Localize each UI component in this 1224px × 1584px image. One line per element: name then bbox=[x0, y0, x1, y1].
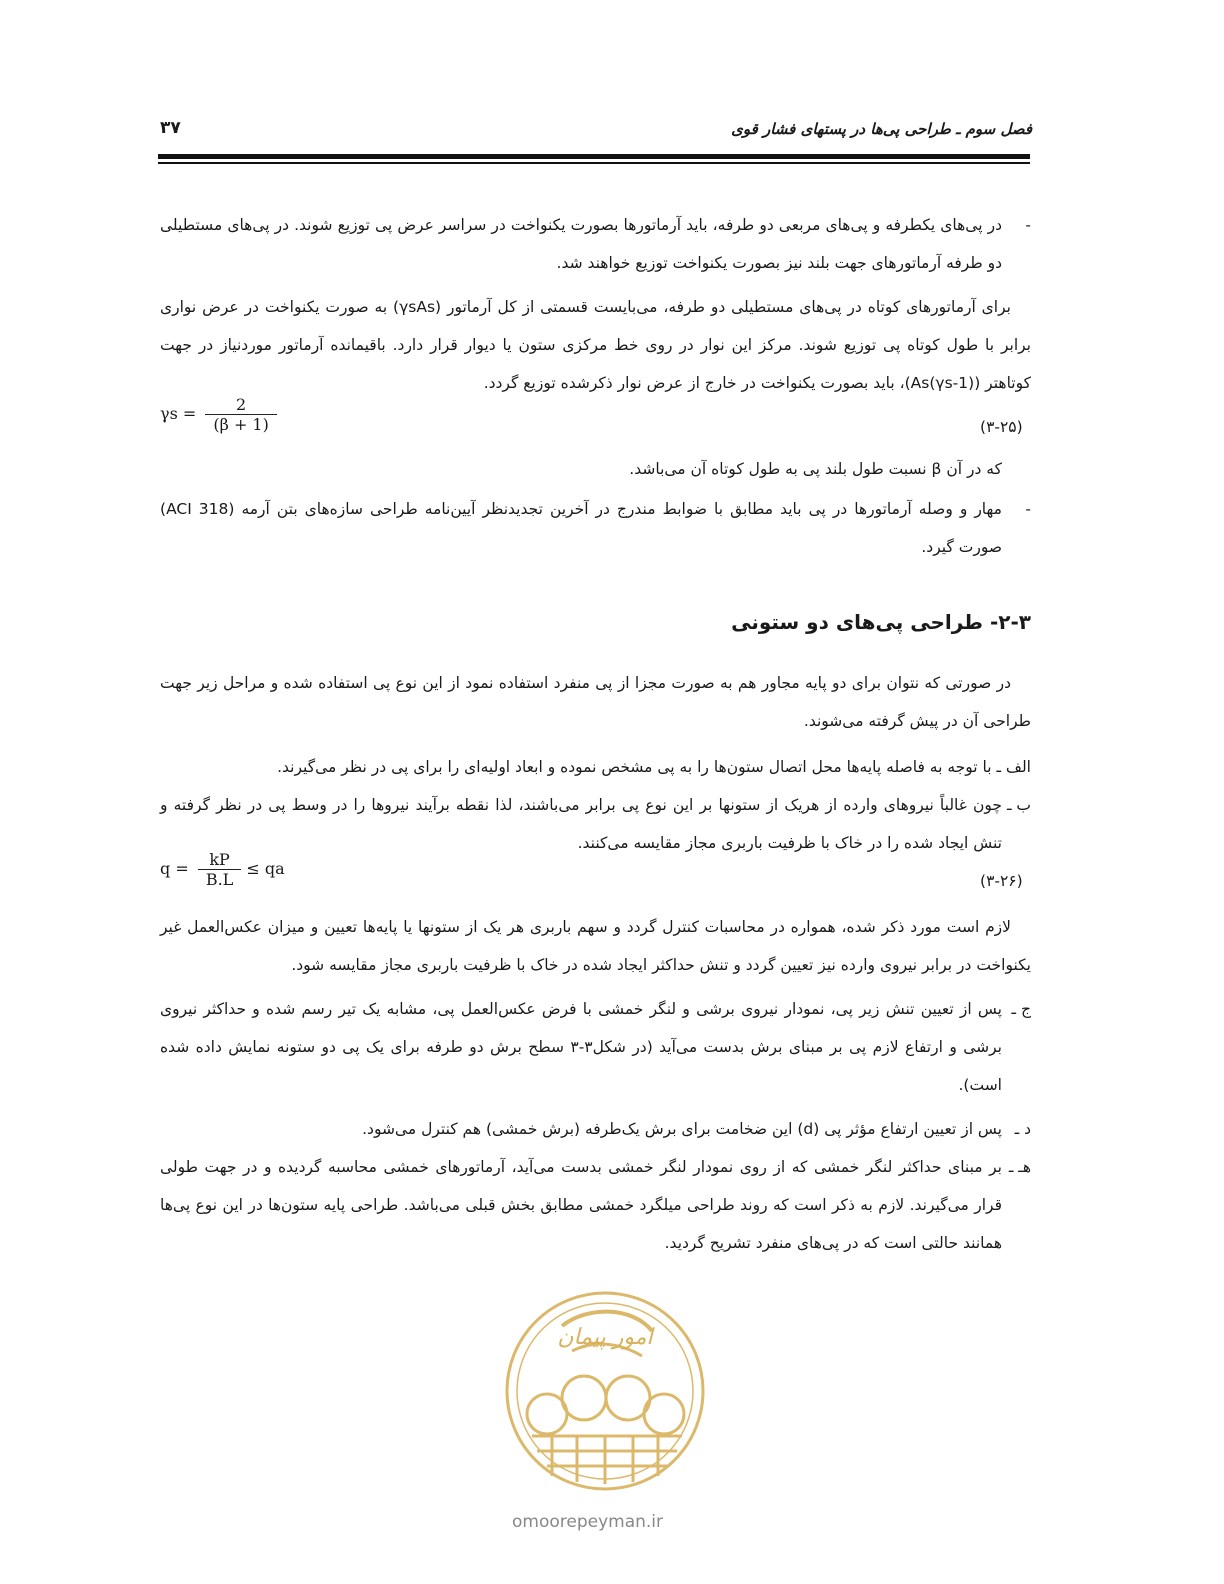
equation-26 bbox=[160, 850, 285, 889]
running-header: فصل سوم ـ طراحی پی‌ها در پستهای فشار قوی bbox=[731, 120, 1032, 138]
body-paragraph: لازم است مورد ذکر شده، همواره در محاسبات کنترل گردد و سهم باربری هر یک از ستونها یا پایه‌ها تعیین و میزان عکس‌العمل غیر یکنواخت در برابر نیروی وارده نیز تعیین گردد و تنش حداکثر ایجاد شده در خاک با ظرفیت باربری مجاز مقایسه شود. bbox=[160, 918, 1031, 974]
list-item-a: الف ـ با توجه به فاصله پایه‌ها محل اتصال ستون‌ها را به پی مشخص نموده و ابعاد اولیه‌ای را برای پی در نظر می‌گیرند. bbox=[277, 758, 1031, 776]
watermark-website: omoorepeyman.ir bbox=[512, 1512, 664, 1532]
list-marker: ج ـ bbox=[1011, 1000, 1031, 1018]
equation-fraction bbox=[205, 395, 277, 434]
body-paragraph: در صورتی که نتوان برای دو پایه مجاور هم به صورت مجزا از پی منفرد استفاده نمود از این نوع پی استفاده شده و مراحل زیر جهت طراحی آن در پیش گرفته می‌شوند. bbox=[160, 674, 1031, 730]
equation-lhs: q = bbox=[160, 859, 189, 878]
list-item-c: پس از تعیین تنش زیر پی، نمودار نیروی برشی و لنگر خمشی با فرض عکس‌العمل پی، مشابه یک تیر رسم شده و حداکثر نیروی برشی و ارتفاع لازم پی بر مبنای برش بدست می‌آید (در شکل۳-۳ سطح برش دو طرفه برای یک پی دو ستونه نمایش داده شده است). bbox=[160, 1000, 1002, 1094]
section-heading: ۲-۳- طراحی پی‌های دو ستونی bbox=[731, 610, 1031, 634]
body-paragraph: که در آن β نسبت طول بلند پی به طول کوتاه آن می‌باشد. bbox=[629, 460, 1002, 478]
list-item-b: چون غالباً نیروهای وارده از هریک از ستونها بر این نوع پی برابر می‌باشند، لذا نقطه برآیند نیروها را در وسط پی در نظر گرفته و تنش ایجاد شده را در خاک با ظرفیت باربری مجاز مقایسه می‌کنند. bbox=[160, 796, 1002, 852]
list-marker: هـ ـ bbox=[1008, 1158, 1031, 1176]
equation-number: (۳-۲۵) bbox=[980, 418, 1023, 436]
fraction-numerator: kP bbox=[198, 850, 241, 870]
fraction-numerator: 2 bbox=[205, 395, 277, 415]
equation-number: (۳-۲۶) bbox=[980, 872, 1023, 890]
list-marker: د ـ bbox=[1014, 1120, 1031, 1138]
page-number: ۳۷ bbox=[160, 118, 181, 138]
equation-rhs: ≤ qa bbox=[246, 859, 285, 878]
list-item-e: بر مبنای حداکثر لنگر خمشی که از روی نمودار لنگر خمشی بدست می‌آید، آرماتورهای خمشی محاسبه گردیده و در جهت طولی قرار می‌گیرند. لازم به ذکر است که روند طراحی میلگرد خمشی مطابق بخش قبلی می‌باشد. طراحی پایه ستون‌ها در این نوع پی‌ها همانند حالتی است که در پی‌های منفرد تشریح گردید. bbox=[160, 1158, 1002, 1252]
bullet-marker: - bbox=[1025, 500, 1031, 518]
body-paragraph: برای آرماتورهای کوتاه در پی‌های مستطیلی دو طرفه، می‌بایست قسمتی از کل آرماتور (γsAs) به صورت یکنواخت در عرض نواری برابر با طول کوتاه پی توزیع شوند. مرکز این نوار در روی خط مرکزی ستون یا دیوار قرار دارد. باقیمانده آرماتور موردنیاز در جهت کوتاهتر ((1-γs)As)، باید بصورت یکنواخت در خارج از عرض نوار ذکرشده توزیع گردد. bbox=[160, 298, 1031, 392]
header-rule-thick bbox=[158, 154, 1030, 159]
fraction-denominator: B.L bbox=[205, 870, 234, 889]
logo-text: امور پیمان bbox=[557, 1325, 653, 1350]
list-marker: ب ـ bbox=[1006, 796, 1031, 814]
equation-lhs: γs = bbox=[160, 404, 197, 423]
bullet-paragraph: در پی‌های یکطرفه و پی‌های مربعی دو طرفه، باید آرماتورها بصورت یکنواخت در سراسر عرض پی توزیع شوند. در پی‌های مستطیلی دو طرفه آرماتورهای جهت بلند نیز بصورت یکنواخت توزیع خواهند شد. bbox=[160, 216, 1002, 272]
list-item-d: پس از تعیین ارتفاع مؤثر پی (d) این ضخامت برای برش یک‌طرفه (برش خمشی) هم کنترل می‌شود. bbox=[362, 1120, 1002, 1138]
fraction-denominator: (β + 1) bbox=[213, 415, 269, 434]
equation-25 bbox=[160, 395, 277, 434]
header-rule-thin bbox=[158, 162, 1030, 164]
bullet-marker: - bbox=[1025, 216, 1031, 234]
equation-fraction bbox=[198, 850, 241, 889]
watermark-logo bbox=[492, 1286, 718, 1496]
bullet-paragraph: مهار و وصله آرماتورها در پی باید مطابق با ضوابط مندرج در آخرین تجدیدنظر آیین‌نامه طراحی سازه‌های بتن آرمه (ACI 318) صورت گیرد. bbox=[160, 500, 1002, 556]
